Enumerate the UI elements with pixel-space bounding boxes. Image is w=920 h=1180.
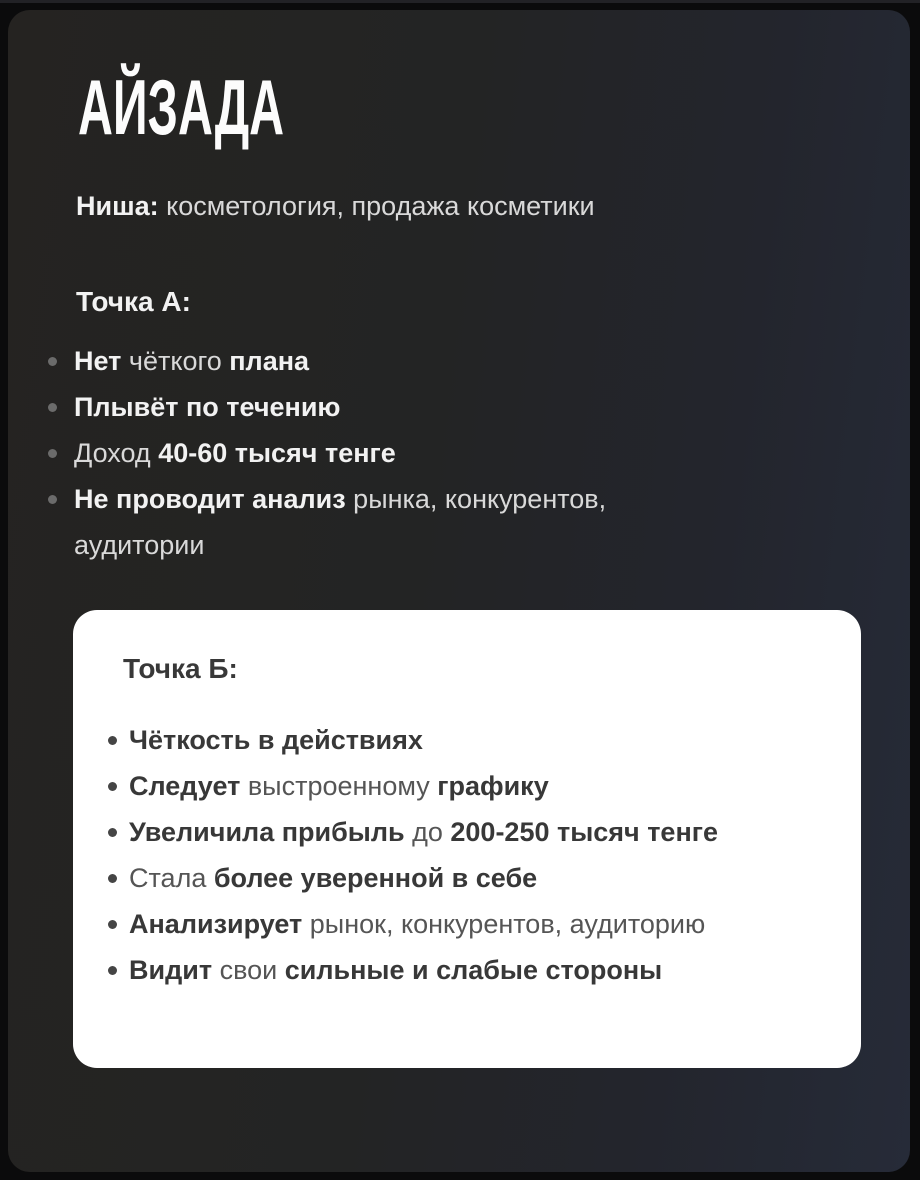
text-segment: до xyxy=(404,817,451,847)
list-item xyxy=(108,855,838,901)
bullet-icon xyxy=(108,782,117,791)
niche-value: косметология, продажа косметики xyxy=(158,191,595,221)
text-segment: выстроенному xyxy=(240,771,438,801)
text-segment: плана xyxy=(229,346,310,376)
list-item-text xyxy=(74,476,758,568)
top-edge-strip xyxy=(0,0,920,3)
bullet-icon xyxy=(108,828,117,837)
list-item xyxy=(48,430,758,476)
point-a-list xyxy=(48,338,758,568)
text-segment: графику xyxy=(437,771,549,801)
niche-label: Ниша: xyxy=(76,191,159,221)
list-item xyxy=(48,476,758,568)
bullet-icon xyxy=(108,736,117,745)
bullet-icon xyxy=(48,403,57,412)
list-item-text xyxy=(129,901,838,947)
text-segment: 200-250 тысяч тенге xyxy=(450,817,719,847)
bullet-icon xyxy=(48,495,57,504)
text-segment: более уверенной в себе xyxy=(213,863,538,893)
bullet-icon xyxy=(48,449,57,458)
text-segment: Анализирует xyxy=(129,909,303,939)
text-segment: чёткого xyxy=(121,346,230,376)
bullet-icon xyxy=(108,874,117,883)
list-item xyxy=(108,763,838,809)
point-a-heading: Точка А: xyxy=(76,286,191,317)
page-title: АЙЗАДА xyxy=(78,63,285,151)
list-item xyxy=(108,717,838,763)
bullet-icon xyxy=(108,966,117,975)
text-segment: рынок, конкурентов, аудиторию xyxy=(302,909,706,939)
bullet-icon xyxy=(48,357,57,366)
list-item xyxy=(48,384,758,430)
niche-line xyxy=(76,189,595,223)
text-segment: сильные и слабые стороны xyxy=(284,955,663,985)
text-segment: аудитории xyxy=(74,530,205,560)
text-segment: Стала xyxy=(129,863,214,893)
point-b-card xyxy=(73,610,861,1068)
list-item-text xyxy=(74,338,758,384)
list-item xyxy=(108,947,838,993)
list-item-text xyxy=(129,809,838,855)
text-segment: Видит xyxy=(129,955,213,985)
text-segment: Увеличила прибыль xyxy=(129,817,405,847)
bullet-icon xyxy=(108,920,117,929)
list-item-text xyxy=(74,430,758,476)
text-segment: рынка, конкурентов, xyxy=(345,484,607,514)
text-segment: Следует xyxy=(129,771,241,801)
list-item xyxy=(108,901,838,947)
text-segment: 40-60 тысяч тенге xyxy=(158,438,396,468)
list-item-text xyxy=(129,717,838,763)
list-item-text xyxy=(129,763,838,809)
list-item xyxy=(48,338,758,384)
list-item-text xyxy=(74,384,758,430)
text-segment: Чёткость в действиях xyxy=(129,725,423,755)
text-segment: Доход xyxy=(74,438,159,468)
text-segment: Плывёт по течению xyxy=(74,392,341,422)
point-b-list xyxy=(108,717,838,993)
profile-panel xyxy=(8,10,910,1172)
text-segment: Не проводит анализ xyxy=(74,484,346,514)
list-item-text xyxy=(129,947,838,993)
list-item-text xyxy=(129,855,838,901)
text-segment: свои xyxy=(212,955,285,985)
text-segment: Нет xyxy=(74,346,122,376)
list-item xyxy=(108,809,838,855)
point-b-heading: Точка Б: xyxy=(123,653,238,684)
